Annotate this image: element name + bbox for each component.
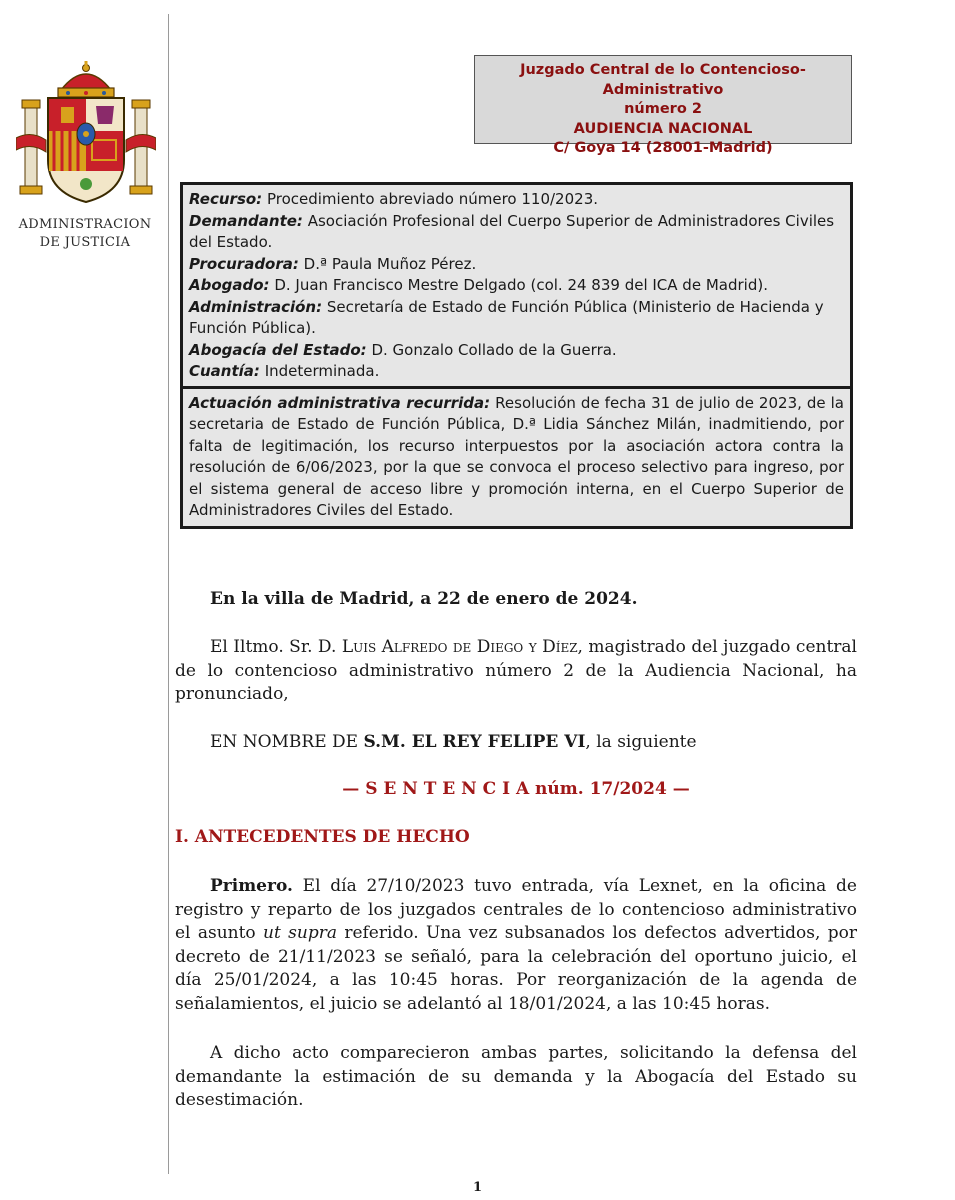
nombre-pre: EN NOMBRE DE (210, 732, 364, 752)
sentencia-title: — S E N T E N C I A núm. 17/2024 — (342, 779, 690, 799)
primero-label: Primero. (210, 876, 293, 896)
administracion-value: Secretaría de Estado de Función Pública (Ministerio de Hacienda y Función Pública). (189, 297, 824, 337)
administracion-de-justicia-label (10, 216, 160, 252)
primero-text-1: El día 27/10/2023 tuvo entrada, vía Lexnet, en la oficina de registro y reparto de los juzgados centrales de lo contencioso administrativo el asunto (175, 876, 857, 943)
court-header-box (474, 55, 852, 156)
abogacia-value: D. Gonzalo Collado de la Guerra. (366, 340, 617, 359)
en-nombre-paragraph (175, 731, 857, 755)
admin-line-1: ADMINISTRACION (18, 217, 152, 232)
recurso-label: Recurso: (189, 190, 263, 208)
magistrate-paragraph (175, 636, 857, 707)
primero-text-2: referido. Una vez subsanados los defectos advertidos, por decreto de 21/11/2023 se señaló, para la celebración del oportuno juicio, el día 25/01/2024, a las 10:45 horas. Por reorganización de la agenda de señalamientos, el juicio se adelantó al 18/01/2024, a las 10:45 horas. (175, 923, 857, 1014)
crown-icon (58, 61, 114, 97)
date-line: En la villa de Madrid, a 22 de enero de 2024. (210, 589, 638, 609)
actuacion-section (183, 389, 850, 526)
abogado-row (189, 275, 844, 297)
magistrate-post: , magistrado del juzgado central de lo contencioso administrativo número 2 de la Audiencia Nacional, ha pronunciado, (175, 637, 857, 704)
magistrate-name: Luis Alfredo de Diego y Díez (341, 637, 578, 657)
spain-coat-of-arms-icon (16, 60, 156, 210)
abogado-value: D. Juan Francisco Mestre Delgado (col. 24 839 del ICA de Madrid). (269, 276, 768, 294)
court-header-line-3: AUDIENCIA NACIONAL (573, 120, 753, 137)
court-header-line-2: número 2 (624, 101, 702, 117)
recurso-value: Procedimiento abreviado número 110/2023. (262, 190, 599, 208)
cuantia-value: Indeterminada. (259, 362, 380, 380)
pillar-right-icon (126, 100, 156, 194)
shield-icon (48, 98, 124, 202)
administracion-label: Administración: (189, 297, 323, 316)
pillar-left-icon (16, 100, 46, 194)
abogado-label: Abogado: (189, 276, 270, 294)
section-heading: I. ANTECEDENTES DE HECHO (175, 827, 470, 847)
magistrate-pre: El Iltmo. Sr. D. (210, 637, 342, 657)
cuantia-row (189, 361, 844, 383)
nombre-king: S.M. EL REY FELIPE VI (363, 732, 586, 752)
demandante-value: Asociación Profesional del Cuerpo Superior de Administradores Civiles del Estado. (189, 211, 835, 251)
demandante-label: Demandante: (189, 211, 303, 230)
court-header-line-1: Juzgado Central de lo Contencioso-Administrativo (520, 62, 806, 98)
procuradora-value: D.ª Paula Muñoz Pérez. (298, 254, 477, 273)
second-paragraph: A dicho acto comparecieron ambas partes, solicitando la defensa del demandante la estimación de su demanda y la Abogacía del Estado su desestimación. (175, 1043, 857, 1110)
admin-line-2: DE JUSTICIA (39, 235, 131, 250)
procuradora-row (189, 254, 844, 276)
abogacia-row (189, 340, 844, 362)
case-details-box (180, 182, 853, 529)
page-number: 1 (472, 1180, 483, 1195)
court-header-line-4: C/ Goya 14 (28001-Madrid) (553, 140, 773, 156)
cuantia-label: Cuantía: (189, 362, 260, 380)
actuacion-label: Actuación administrativa recurrida: (189, 393, 491, 412)
procuradora-label: Procuradora: (189, 254, 299, 273)
abogacia-label: Abogacía del Estado: (189, 340, 367, 359)
recurso-row (189, 189, 844, 211)
actuacion-value: Resolución de fecha 31 de julio de 2023, de la secretaria de Estado de Función Pública, D.ª Lidia Sánchez Milán, inadmitiendo, por falta de legitimación, los recurso interpuestos por la asociación actora contra la resolución de 6/06/2023, por la que se convoca el proceso selectivo para ingreso, por el sistema general de acceso libre y promoción interna, en el Cuerpo Superior de Administradores Civiles del Estado. (189, 393, 844, 519)
nombre-post: , la siguiente (585, 732, 697, 752)
administracion-row (189, 297, 844, 340)
case-parties-section (183, 185, 850, 389)
ut-supra: ut supra (263, 923, 337, 943)
margin-rule (168, 14, 169, 1174)
primero-paragraph (175, 875, 857, 1016)
demandante-row (189, 211, 844, 254)
